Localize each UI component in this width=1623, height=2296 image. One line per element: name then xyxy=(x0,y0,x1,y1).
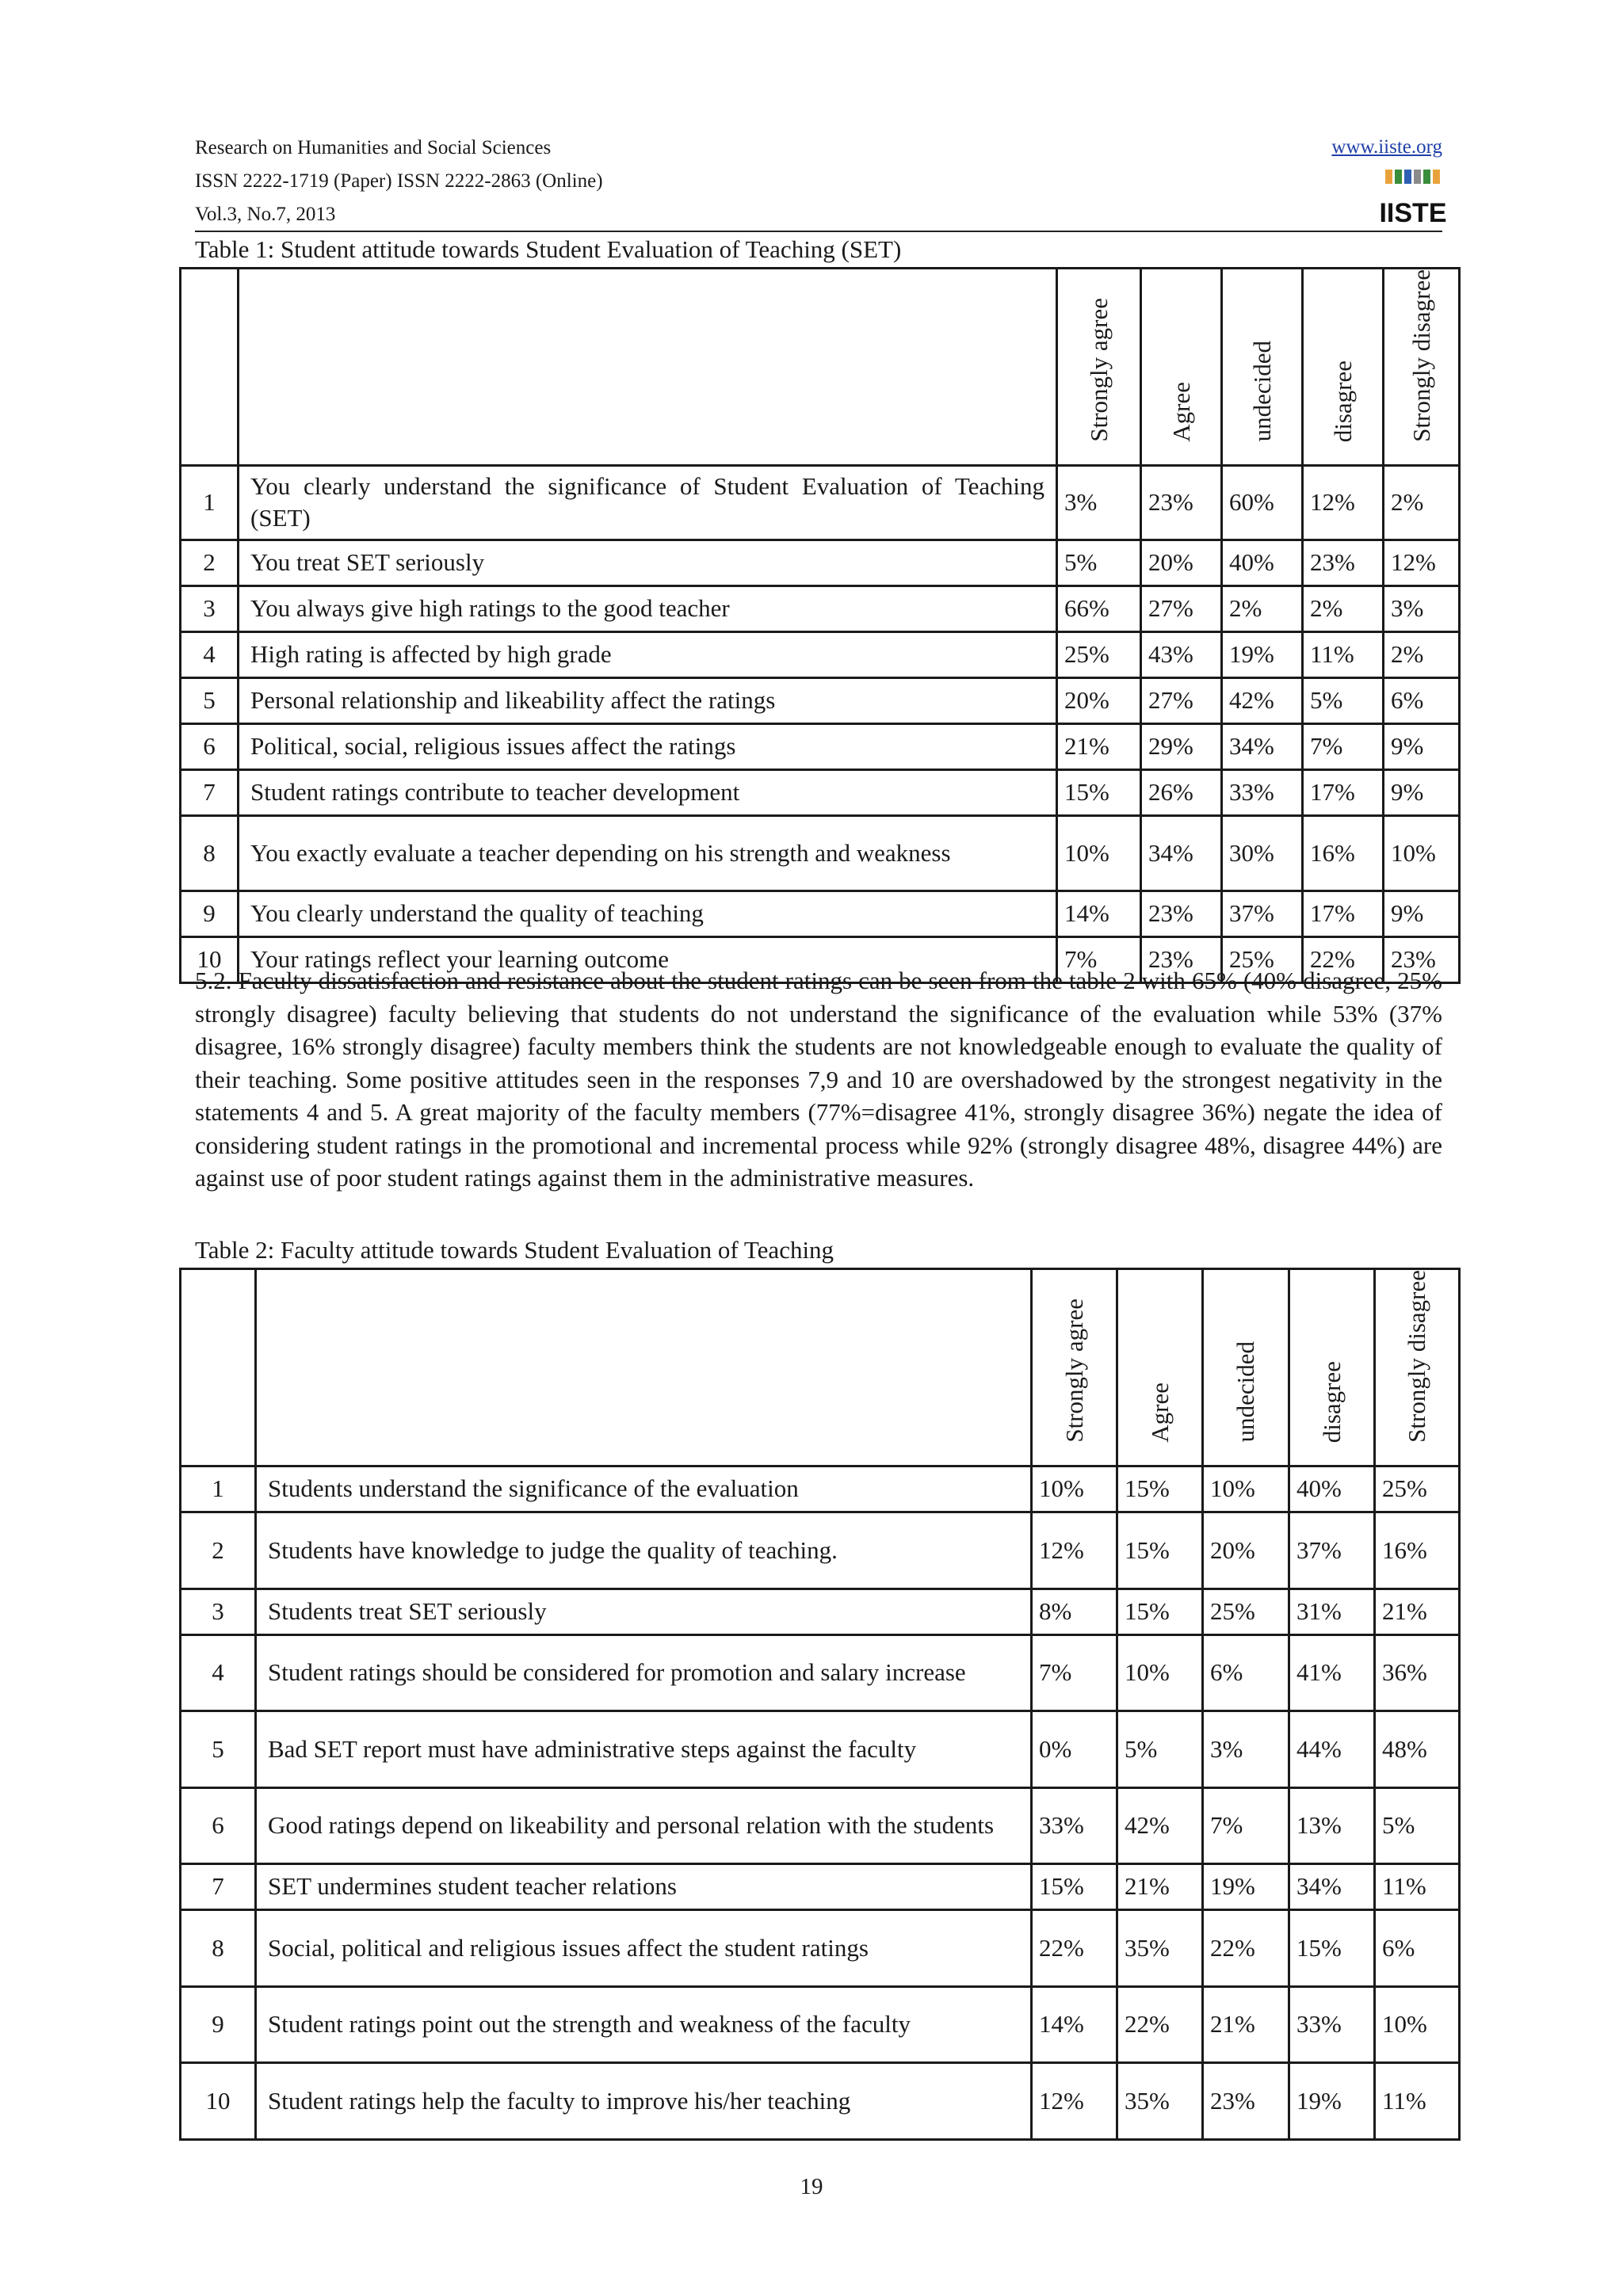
column-header-label: undecided xyxy=(1247,341,1276,442)
row-number: 5 xyxy=(181,1711,256,1787)
row-number: 2 xyxy=(181,1512,256,1589)
percent-cell: 25% xyxy=(1222,936,1303,982)
column-header xyxy=(1384,269,1460,466)
table-row xyxy=(181,1634,1460,1711)
percent-cell: 22% xyxy=(1203,1909,1289,1986)
percent-cell: 40% xyxy=(1289,1466,1375,1512)
statement-cell: You treat SET seriously xyxy=(239,540,1057,585)
percent-cell: 33% xyxy=(1222,769,1303,815)
row-number: 1 xyxy=(181,1466,256,1512)
percent-cell: 7% xyxy=(1032,1634,1117,1711)
percent-cell: 15% xyxy=(1032,1863,1117,1909)
percent-cell: 27% xyxy=(1141,585,1222,631)
percent-cell: 17% xyxy=(1303,769,1384,815)
statement-cell: You exactly evaluate a teacher depending on his strength and weakness xyxy=(239,815,1057,891)
issn-line: ISSN 2222-1719 (Paper) ISSN 2222-2863 (Online) xyxy=(195,170,603,192)
percent-cell: 33% xyxy=(1032,1787,1117,1863)
column-header-label: Agree xyxy=(1145,1383,1174,1443)
row-number: 1 xyxy=(181,465,239,540)
row-number: 7 xyxy=(181,1863,256,1909)
column-header xyxy=(1057,269,1141,466)
percent-cell: 26% xyxy=(1141,769,1222,815)
percent-cell: 10% xyxy=(1057,815,1141,891)
percent-cell: 34% xyxy=(1141,815,1222,891)
statement-cell: Your ratings reflect your learning outcome xyxy=(239,936,1057,982)
percent-cell: 12% xyxy=(1032,1512,1117,1589)
percent-cell: 3% xyxy=(1203,1711,1289,1787)
percent-cell: 6% xyxy=(1203,1634,1289,1711)
header-blank-statement xyxy=(256,1269,1032,1466)
percent-cell: 25% xyxy=(1375,1466,1460,1512)
percent-cell: 37% xyxy=(1289,1512,1375,1589)
percent-cell: 11% xyxy=(1375,2062,1460,2139)
statement-cell: Students have knowledge to judge the quality of teaching. xyxy=(256,1512,1032,1589)
statement-cell: Political, social, religious issues affect the ratings xyxy=(239,723,1057,769)
percent-cell: 20% xyxy=(1057,677,1141,723)
header-rule xyxy=(195,231,1442,232)
table-row xyxy=(181,677,1460,723)
table-row xyxy=(181,1863,1460,1909)
statement-cell: Student ratings should be considered for promotion and salary increase xyxy=(256,1634,1032,1711)
table-row xyxy=(181,769,1460,815)
percent-cell: 27% xyxy=(1141,677,1222,723)
table-row xyxy=(181,2062,1460,2139)
percent-cell: 10% xyxy=(1384,815,1460,891)
statement-cell: Bad SET report must have administrative steps against the faculty xyxy=(256,1711,1032,1787)
table-row xyxy=(181,891,1460,936)
table-row xyxy=(181,815,1460,891)
percent-cell: 5% xyxy=(1057,540,1141,585)
percent-cell: 36% xyxy=(1375,1634,1460,1711)
percent-cell: 23% xyxy=(1384,936,1460,982)
table-row xyxy=(181,1589,1460,1634)
percent-cell: 22% xyxy=(1303,936,1384,982)
percent-cell: 19% xyxy=(1203,1863,1289,1909)
percent-cell: 9% xyxy=(1384,723,1460,769)
percent-cell: 14% xyxy=(1032,1986,1117,2062)
column-header xyxy=(1117,1269,1203,1466)
column-header xyxy=(1289,1269,1375,1466)
table-row xyxy=(181,1986,1460,2062)
statement-cell: SET undermines student teacher relations xyxy=(256,1863,1032,1909)
statement-cell: Student ratings contribute to teacher development xyxy=(239,769,1057,815)
percent-cell: 5% xyxy=(1117,1711,1203,1787)
statement-cell: Good ratings depend on likeability and personal relation with the students xyxy=(256,1787,1032,1863)
table-header-row xyxy=(181,269,1460,466)
percent-cell: 19% xyxy=(1289,2062,1375,2139)
table1 xyxy=(179,267,1461,984)
table-row xyxy=(181,723,1460,769)
percent-cell: 25% xyxy=(1203,1589,1289,1634)
percent-cell: 21% xyxy=(1375,1589,1460,1634)
table-row xyxy=(181,631,1460,677)
percent-cell: 6% xyxy=(1375,1909,1460,1986)
row-number: 6 xyxy=(181,723,239,769)
percent-cell: 2% xyxy=(1222,585,1303,631)
percent-cell: 7% xyxy=(1303,723,1384,769)
statement-cell: Personal relationship and likeability affect the ratings xyxy=(239,677,1057,723)
column-header-label: Agree xyxy=(1167,382,1195,442)
row-number: 8 xyxy=(181,815,239,891)
website-link[interactable]: www.iiste.org xyxy=(1331,136,1442,158)
percent-cell: 16% xyxy=(1303,815,1384,891)
percent-cell: 29% xyxy=(1141,723,1222,769)
percent-cell: 15% xyxy=(1057,769,1141,815)
column-header xyxy=(1222,269,1303,466)
column-header xyxy=(1303,269,1384,466)
percent-cell: 13% xyxy=(1289,1787,1375,1863)
percent-cell: 2% xyxy=(1384,631,1460,677)
row-number: 9 xyxy=(181,891,239,936)
percent-cell: 10% xyxy=(1032,1466,1117,1512)
percent-cell: 37% xyxy=(1222,891,1303,936)
column-header xyxy=(1032,1269,1117,1466)
statement-cell: High rating is affected by high grade xyxy=(239,631,1057,677)
percent-cell: 5% xyxy=(1375,1787,1460,1863)
percent-cell: 23% xyxy=(1141,465,1222,540)
row-number: 6 xyxy=(181,1787,256,1863)
column-header xyxy=(1141,269,1222,466)
percent-cell: 10% xyxy=(1375,1986,1460,2062)
row-number: 3 xyxy=(181,1589,256,1634)
percent-cell: 31% xyxy=(1289,1589,1375,1634)
row-number: 8 xyxy=(181,1909,256,1986)
percent-cell: 12% xyxy=(1303,465,1384,540)
percent-cell: 20% xyxy=(1203,1512,1289,1589)
column-header-label: Strongly disagree xyxy=(1403,1270,1430,1443)
statement-cell: You clearly understand the significance of Student Evaluation of Teaching (SET) xyxy=(239,465,1057,540)
percent-cell: 22% xyxy=(1117,1986,1203,2062)
percent-cell: 21% xyxy=(1203,1986,1289,2062)
percent-cell: 7% xyxy=(1203,1787,1289,1863)
statement-cell: Students treat SET seriously xyxy=(256,1589,1032,1634)
percent-cell: 11% xyxy=(1303,631,1384,677)
percent-cell: 42% xyxy=(1117,1787,1203,1863)
header-blank-statement xyxy=(239,269,1057,466)
percent-cell: 23% xyxy=(1141,891,1222,936)
percent-cell: 25% xyxy=(1057,631,1141,677)
percent-cell: 14% xyxy=(1057,891,1141,936)
statement-cell: Student ratings help the faculty to improve his/her teaching xyxy=(256,2062,1032,2139)
row-number: 10 xyxy=(181,936,239,982)
percent-cell: 20% xyxy=(1141,540,1222,585)
column-header-label: undecided xyxy=(1232,1341,1259,1443)
percent-cell: 9% xyxy=(1384,891,1460,936)
statement-cell: Social, political and religious issues affect the student ratings xyxy=(256,1909,1032,1986)
row-number: 2 xyxy=(181,540,239,585)
column-header-label: Strongly disagree xyxy=(1407,269,1435,442)
percent-cell: 17% xyxy=(1303,891,1384,936)
header-blank-number xyxy=(181,1269,256,1466)
percent-cell: 41% xyxy=(1289,1634,1375,1711)
percent-cell: 3% xyxy=(1057,465,1141,540)
table-row xyxy=(181,1512,1460,1589)
table-row xyxy=(181,465,1460,540)
table-row xyxy=(181,1909,1460,1986)
iiste-logo xyxy=(1379,166,1447,228)
percent-cell: 60% xyxy=(1222,465,1303,540)
percent-cell: 8% xyxy=(1032,1589,1117,1634)
percent-cell: 19% xyxy=(1222,631,1303,677)
column-header-label: Strongly agree xyxy=(1084,298,1113,442)
table1-caption: Table 1: Student attitude towards Student Evaluation of Teaching (SET) xyxy=(195,235,902,263)
column-header xyxy=(1375,1269,1460,1466)
table-row xyxy=(181,540,1460,585)
percent-cell: 34% xyxy=(1222,723,1303,769)
percent-cell: 15% xyxy=(1289,1909,1375,1986)
percent-cell: 33% xyxy=(1289,1986,1375,2062)
percent-cell: 5% xyxy=(1303,677,1384,723)
percent-cell: 23% xyxy=(1203,2062,1289,2139)
percent-cell: 30% xyxy=(1222,815,1303,891)
column-header-label: Strongly agree xyxy=(1060,1299,1088,1443)
percent-cell: 21% xyxy=(1117,1863,1203,1909)
table2-caption: Table 2: Faculty attitude towards Student Evaluation of Teaching xyxy=(195,1236,834,1264)
percent-cell: 2% xyxy=(1303,585,1384,631)
percent-cell: 34% xyxy=(1289,1863,1375,1909)
table2 xyxy=(179,1268,1461,2141)
statement-cell: You clearly understand the quality of teaching xyxy=(239,891,1057,936)
statement-cell: Student ratings point out the strength and weakness of the faculty xyxy=(256,1986,1032,2062)
row-number: 4 xyxy=(181,1634,256,1711)
row-number: 4 xyxy=(181,631,239,677)
percent-cell: 11% xyxy=(1375,1863,1460,1909)
section-5-2-paragraph: 5.2. Faculty dissatisfaction and resistance about the student ratings can be seen from the table 2 with 65% (40% disagree, 25% strongly disagree) faculty believing that students do not understand the significance of the evaluation while 53% (37% disagree, 16% strongly disagree) faculty members think the students are not knowledgeable enough to evaluate the quality of their teaching. Some positive attitudes seen in the responses 7,9 and 10 are overshadowed by the strongest negativity in the statements 4 and 5. A great majority of the faculty members (77%=disagree 41%, strongly disagree 36%) negate the idea of considering student ratings in the promotional and incremental process while 92% (strongly disagree 48%, disagree 44%) are against use of poor student ratings against them in the administrative measures. xyxy=(195,967,1442,1192)
percent-cell: 10% xyxy=(1117,1634,1203,1711)
percent-cell: 9% xyxy=(1384,769,1460,815)
percent-cell: 6% xyxy=(1384,677,1460,723)
table-header-row xyxy=(181,1269,1460,1466)
percent-cell: 23% xyxy=(1303,540,1384,585)
statement-cell: Students understand the significance of the evaluation xyxy=(256,1466,1032,1512)
percent-cell: 35% xyxy=(1117,2062,1203,2139)
row-number: 10 xyxy=(181,2062,256,2139)
percent-cell: 48% xyxy=(1375,1711,1460,1787)
percent-cell: 12% xyxy=(1032,2062,1117,2139)
percent-cell: 3% xyxy=(1384,585,1460,631)
volume-line: Vol.3, No.7, 2013 xyxy=(195,204,336,225)
statement-cell: You always give high ratings to the good teacher xyxy=(239,585,1057,631)
percent-cell: 2% xyxy=(1384,465,1460,540)
percent-cell: 21% xyxy=(1057,723,1141,769)
percent-cell: 44% xyxy=(1289,1711,1375,1787)
table-row xyxy=(181,1466,1460,1512)
table-row xyxy=(181,585,1460,631)
percent-cell: 42% xyxy=(1222,677,1303,723)
percent-cell: 0% xyxy=(1032,1711,1117,1787)
percent-cell: 15% xyxy=(1117,1466,1203,1512)
percent-cell: 23% xyxy=(1141,936,1222,982)
percent-cell: 7% xyxy=(1057,936,1141,982)
column-header-label: disagree xyxy=(1317,1360,1346,1443)
journal-title: Research on Humanities and Social Sciences xyxy=(195,137,552,158)
percent-cell: 35% xyxy=(1117,1909,1203,1986)
percent-cell: 15% xyxy=(1117,1589,1203,1634)
percent-cell: 12% xyxy=(1384,540,1460,585)
percent-cell: 10% xyxy=(1203,1466,1289,1512)
row-number: 9 xyxy=(181,1986,256,2062)
row-number: 7 xyxy=(181,769,239,815)
column-header xyxy=(1203,1269,1289,1466)
percent-cell: 16% xyxy=(1375,1512,1460,1589)
page-number: 19 xyxy=(800,2174,823,2199)
percent-cell: 43% xyxy=(1141,631,1222,677)
table-row xyxy=(181,1711,1460,1787)
column-header-label: disagree xyxy=(1328,360,1357,442)
percent-cell: 22% xyxy=(1032,1909,1117,1986)
row-number: 5 xyxy=(181,677,239,723)
svg-text:IISTE: IISTE xyxy=(1379,198,1447,228)
table-row xyxy=(181,1787,1460,1863)
header-blank-number xyxy=(181,269,239,466)
percent-cell: 40% xyxy=(1222,540,1303,585)
percent-cell: 15% xyxy=(1117,1512,1203,1589)
percent-cell: 66% xyxy=(1057,585,1141,631)
row-number: 3 xyxy=(181,585,239,631)
